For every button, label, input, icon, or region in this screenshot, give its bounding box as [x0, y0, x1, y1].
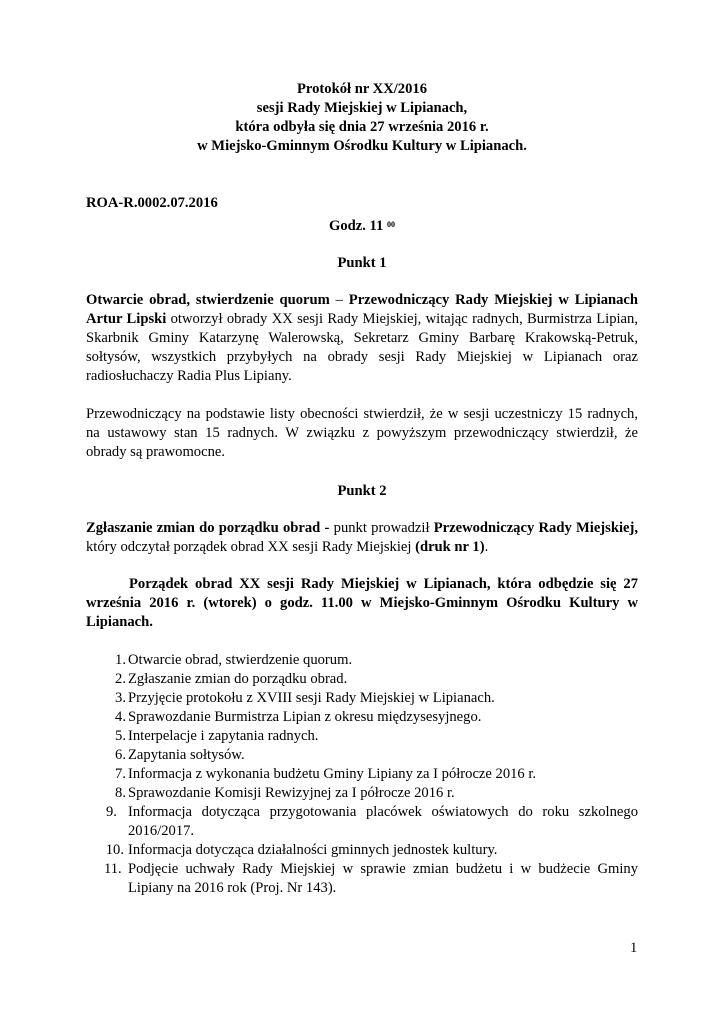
agenda-item-text: Informacja dotycząca przygotowania placówek oświatowych do roku szkolnego 2016/2017. [128, 804, 638, 839]
agenda-item [106, 746, 638, 765]
agenda-item [106, 765, 638, 784]
agenda-item-text: Przyjęcie protokołu z XVIII sesji Rady Miejskiej w Lipianach. [128, 690, 495, 706]
punkt-2-text-c: . [484, 539, 489, 555]
agenda-item-number: 2. [115, 671, 126, 687]
agenda-item [106, 860, 638, 898]
agenda-item [106, 651, 638, 670]
agenda-item-number: 10. [105, 842, 124, 858]
punkt-2-bold-c: (druk nr 1) [415, 539, 485, 555]
agenda-item-number: 7. [115, 766, 126, 782]
agenda-item-number: 1. [115, 652, 126, 668]
agenda-item-number: 6. [115, 747, 126, 763]
punkt-1-rest: otworzył obrady XX sesji Rady Miejskiej, witając radnych, Burmistrza Lipian, Skarbnik Gminy Katarzynę Walerowską, Sekretarz Gminy Barbarę Krakowską-Petruk, sołtysów, wszystkich przybyłych na obrady sesji Rady Miejskiej w Lipianach oraz radiosłuchaczy Radia Plus Lipiany. [86, 311, 638, 384]
session-time [86, 217, 638, 236]
agenda-item-text: Zgłaszanie zmian do porządku obrad. [128, 671, 348, 687]
reference-number: ROA-R.0002.07.2016 [86, 195, 218, 211]
agenda-title: Porządek obrad XX sesji Rady Miejskiej w Lipianach, która odbędzie się 27 września 2016 r. (wtorek) o godz. 11.00 w Miejsko-Gminnym Ośrodku Kultury w Lipianach. [86, 576, 638, 630]
punkt-1-bold-b: Przewodniczący Rady Miejskiej w Lipianach Artur Lipski [86, 292, 639, 327]
title-line-2: sesji Rady Miejskiej w Lipianach, [256, 100, 468, 116]
agenda-list [106, 651, 638, 898]
agenda-item-number: 11. [104, 861, 122, 877]
punkt-2-bold-b: Przewodniczący Rady Miejskiej, [433, 520, 638, 536]
time-label: Godz. 11 [329, 218, 384, 234]
agenda-item-number: 3. [115, 690, 126, 706]
agenda-item-text: Informacja z wykonania budżetu Gminy Lipiany za I półrocze 2016 r. [128, 766, 537, 782]
time-sup: 00 [386, 220, 395, 229]
document-body [86, 80, 638, 898]
agenda-item-number: 9. [106, 804, 117, 820]
page-number: 1 [630, 940, 638, 956]
punkt-2-bold-a: Zgłaszanie zmian do porządku obrad - [86, 520, 334, 536]
agenda-item-text: Interpelacje i zapytania radnych. [128, 728, 319, 744]
agenda-item-number: 4. [115, 709, 126, 725]
agenda-item-number: 8. [115, 785, 126, 801]
title-line-3: która odbyła się dnia 27 września 2016 r. [235, 119, 489, 135]
agenda-item-text: Informacja dotycząca działalności gminnych jednostek kultury. [128, 842, 498, 858]
agenda-item-text: Zapytania sołtysów. [128, 747, 245, 763]
punkt-1-dash: – [329, 292, 349, 308]
agenda-item [106, 670, 638, 689]
punkt-2-heading: Punkt 2 [337, 483, 387, 499]
agenda-item [106, 708, 638, 727]
agenda-item-text: Sprawozdanie Burmistrza Lipian z okresu międzysesyjnego. [128, 709, 482, 725]
agenda-item-text: Podjęcie uchwały Rady Miejskiej w sprawie zmian budżetu i w budżecie Gminy Lipiany na 2016 rok (Proj. Nr 143). [128, 861, 638, 896]
agenda-item-number: 5. [115, 728, 126, 744]
agenda-item [106, 803, 638, 841]
punkt-1-bold-a: Otwarcie obrad, stwierdzenie quorum [86, 292, 330, 308]
title-line-4: w Miejsko-Gminnym Ośrodku Kultury w Lipianach. [197, 138, 527, 154]
agenda-item [106, 784, 638, 803]
punkt-1-paragraph-1 [86, 291, 638, 386]
agenda-item [106, 727, 638, 746]
agenda-item-text: Otwarcie obrad, stwierdzenie quorum. [128, 652, 353, 668]
punkt-1-paragraph-2: Przewodniczący na podstawie listy obecności stwierdził, że w sesji uczestniczy 15 radnych, na ustawowy stan 15 radnych. W związku z powyższym przewodniczący stwierdził, że obrady są prawomocne. [86, 406, 638, 460]
punkt-1-heading: Punkt 1 [337, 255, 387, 271]
document-title [86, 80, 638, 156]
agenda-item [106, 689, 638, 708]
punkt-2-paragraph-1 [86, 519, 638, 557]
punkt-2-text-a: punkt prowadził [333, 520, 434, 536]
title-line-1: Protokół nr XX/2016 [297, 81, 427, 97]
punkt-2-text-b: który odczytał porządek obrad XX sesji Rady Miejskiej [86, 539, 416, 555]
agenda-item [106, 841, 638, 860]
agenda-item-text: Sprawozdanie Komisji Rewizyjnej za I półrocze 2016 r. [128, 785, 455, 801]
